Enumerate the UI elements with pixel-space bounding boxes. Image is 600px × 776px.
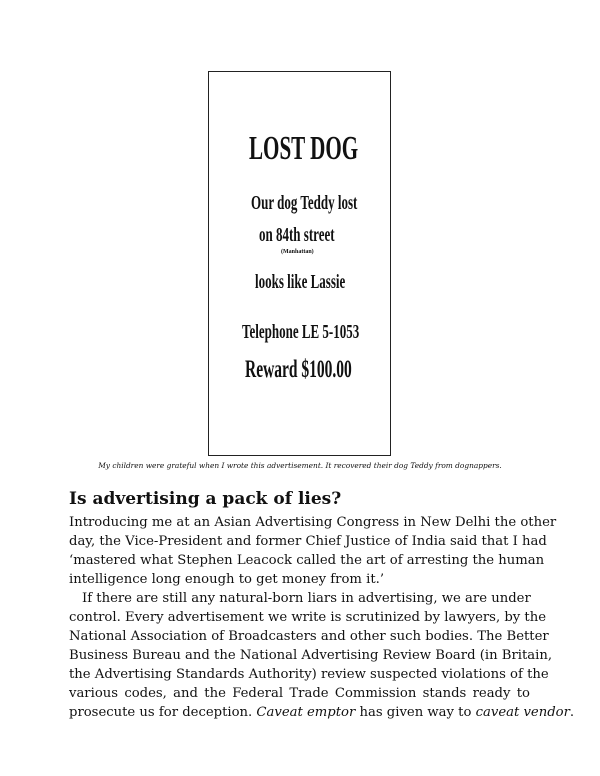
text-line: various codes, and the Federal Trade Commission stands ready to [69,686,530,701]
lost-dog-advertisement [208,71,391,456]
ad-line: looks like Lassie [255,271,346,293]
text-line: intelligence long enough to get money from it.’ [69,572,385,587]
text-line: day, the Vice-President and former Chief Justice of India said that I had [69,534,547,549]
ad-line: Our dog Teddy lost [251,192,358,214]
ad-note: (Manhattan) [281,249,314,255]
ad-headline: LOST DOG [249,130,359,167]
ad-line: on 84th street [259,224,335,246]
text: . [569,705,575,720]
text-line: the Advertising Standards Authority) review suspected violations of the [69,667,549,682]
text-line: ‘mastered what Stephen Leacock called the art of arresting the human [69,553,545,568]
text-line: Introducing me at an Asian Advertising Congress in New Delhi the other [69,515,557,530]
text-line: If there are still any natural-born liars in advertising, we are under [82,591,531,606]
ad-reward: Reward $100.00 [245,356,352,383]
text: has given way to [355,705,476,720]
emphasis: caveat vendor [475,705,570,720]
text-line: National Association of Broadcasters and other such bodies. The Better [69,629,549,644]
text-line: control. Every advertisement we write is scrutinized by lawyers, by the [69,610,547,625]
text-line [69,703,575,722]
ad-telephone: Telephone LE 5-1053 [242,321,360,343]
text: prosecute us for deception. [69,705,257,720]
section-heading: Is advertising a pack of lies? [69,489,342,509]
figure-caption: My children were grateful when I wrote this advertisement. It recovered their dog Teddy from dognappers. [98,461,502,470]
text-line: Business Bureau and the National Advertising Review Board (in Britain, [69,648,553,663]
emphasis: Caveat emptor [256,705,356,720]
body-text [69,513,575,722]
